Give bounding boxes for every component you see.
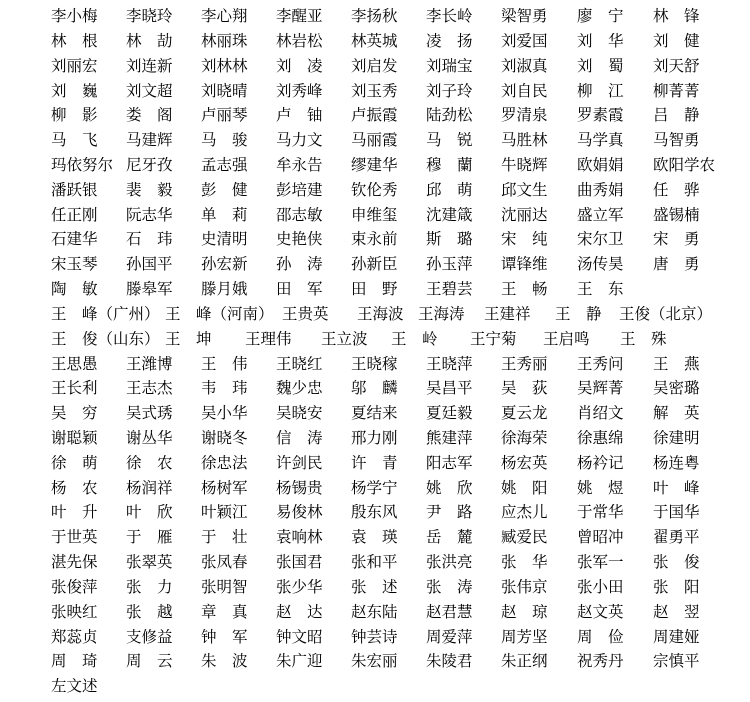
person-name: 周 琦 bbox=[51, 652, 98, 671]
person-name: 阮志华 bbox=[126, 205, 173, 224]
person-name: 王海波 bbox=[357, 304, 404, 323]
person-name: 马力文 bbox=[276, 131, 323, 150]
person-name: 任正刚 bbox=[51, 205, 98, 224]
name-row bbox=[0, 575, 750, 600]
person-name: 史艳侠 bbox=[276, 230, 323, 249]
person-name: 刘 健 bbox=[653, 31, 700, 50]
name-row bbox=[0, 128, 750, 153]
person-name: 邱 萌 bbox=[426, 180, 473, 199]
person-name: 李心翔 bbox=[201, 7, 248, 25]
person-name: 刘自民 bbox=[501, 81, 548, 100]
person-name: 张 阳 bbox=[653, 577, 700, 596]
person-name: 林英城 bbox=[351, 31, 398, 50]
person-name: 林丽珠 bbox=[201, 31, 248, 50]
person-name: 宗慎平 bbox=[653, 652, 700, 671]
person-name: 周爱萍 bbox=[426, 627, 473, 646]
person-name: 王 燕 bbox=[653, 354, 700, 373]
person-name: 王晓稼 bbox=[351, 354, 398, 373]
person-name: 张凤春 bbox=[201, 553, 248, 571]
person-name: 杨宏英 bbox=[501, 453, 548, 472]
person-name: 卢 铀 bbox=[276, 106, 323, 125]
name-row bbox=[0, 674, 750, 699]
name-row bbox=[0, 525, 750, 550]
person-name: 罗清泉 bbox=[501, 106, 548, 125]
person-name: 曾昭冲 bbox=[577, 528, 624, 547]
person-name: 谢晓冬 bbox=[201, 428, 248, 447]
person-name: 岳 麓 bbox=[426, 528, 473, 547]
person-name: 赵 翌 bbox=[653, 602, 700, 621]
person-name: 赵文英 bbox=[577, 602, 624, 621]
person-name: 王秀丽 bbox=[501, 354, 548, 373]
person-name: 马建辉 bbox=[126, 131, 173, 150]
person-name: 杨连粤 bbox=[653, 453, 700, 472]
person-name: 唐 勇 bbox=[653, 255, 700, 274]
person-name: 缪建华 bbox=[351, 155, 398, 174]
person-name: 刘淑真 bbox=[501, 56, 548, 75]
person-name: 姚 阳 bbox=[501, 478, 548, 497]
person-name: 赵东陆 bbox=[351, 602, 398, 621]
person-name: 易俊林 bbox=[276, 503, 323, 522]
person-name: 阳志军 bbox=[426, 453, 473, 472]
person-name: 马 锐 bbox=[426, 131, 473, 150]
person-name: 滕月娥 bbox=[201, 280, 248, 298]
person-name: 廖 宁 bbox=[577, 7, 624, 25]
person-name: 申维玺 bbox=[351, 205, 398, 224]
person-name: 林 劼 bbox=[126, 31, 173, 50]
person-name: 叶 峰 bbox=[653, 478, 700, 497]
name-row bbox=[0, 476, 750, 501]
name-row bbox=[0, 625, 750, 650]
person-name: 张少华 bbox=[276, 577, 323, 596]
person-name: 王长利 bbox=[51, 379, 98, 398]
person-name: 于 雁 bbox=[126, 528, 173, 547]
person-name: 赵君慧 bbox=[426, 602, 473, 621]
person-name: 徐建明 bbox=[653, 428, 700, 447]
person-name: 于常华 bbox=[577, 503, 624, 522]
person-name: 王立波 bbox=[321, 329, 368, 348]
person-name: 欧娟娟 bbox=[577, 155, 624, 174]
person-name: 钟芸诗 bbox=[351, 627, 398, 646]
person-name: 姚 欣 bbox=[426, 478, 473, 497]
person-name: 周芳坚 bbox=[501, 627, 548, 646]
person-name: 朱正纲 bbox=[501, 652, 548, 671]
person-name: 孟志强 bbox=[201, 155, 248, 174]
person-name: 刘文超 bbox=[126, 81, 173, 100]
person-name: 斯 璐 bbox=[426, 230, 473, 249]
person-name: 马胜林 bbox=[501, 131, 548, 150]
name-row bbox=[0, 79, 750, 104]
person-name: 林 根 bbox=[51, 31, 98, 50]
person-name: 柳 江 bbox=[577, 81, 624, 100]
person-name: 彭 健 bbox=[201, 180, 248, 199]
person-name: 王思愚 bbox=[51, 354, 98, 373]
person-name: 许 青 bbox=[351, 453, 398, 472]
person-name: 滕皋军 bbox=[126, 280, 173, 298]
person-name: 张小田 bbox=[577, 577, 624, 596]
name-row bbox=[0, 649, 750, 674]
person-name: 欧阳学农 bbox=[653, 155, 716, 174]
person-name: 刘晓晴 bbox=[201, 81, 248, 100]
name-row bbox=[0, 451, 750, 476]
person-name: 吴晓安 bbox=[276, 404, 323, 423]
person-name: 徐忠法 bbox=[201, 453, 248, 472]
person-name: 宋 勇 bbox=[653, 230, 700, 249]
person-name: 刘 巍 bbox=[51, 81, 98, 100]
person-name: 韦 玮 bbox=[201, 379, 248, 398]
name-row bbox=[0, 302, 750, 327]
person-name: 夏云龙 bbox=[501, 404, 548, 423]
person-name: 王 东 bbox=[577, 280, 624, 298]
person-name: 张伟京 bbox=[501, 577, 548, 596]
person-name: 叶颖江 bbox=[201, 503, 248, 522]
person-name: 杨润祥 bbox=[126, 478, 173, 497]
person-name: 王贵英 bbox=[282, 304, 329, 323]
person-name: 徐 萌 bbox=[51, 453, 98, 472]
person-name: 马 骏 bbox=[201, 131, 248, 150]
person-name: 于世英 bbox=[51, 528, 98, 547]
person-name: 徐海荣 bbox=[501, 428, 548, 447]
person-name: 宋 纯 bbox=[501, 230, 548, 249]
person-name: 熊建萍 bbox=[426, 428, 473, 447]
person-name: 王秀问 bbox=[577, 354, 624, 373]
person-name: 刘 蜀 bbox=[577, 56, 624, 75]
person-name: 卢振霞 bbox=[351, 106, 398, 125]
person-name: 刘秀峰 bbox=[276, 81, 323, 100]
person-name: 魏少忠 bbox=[276, 379, 323, 398]
name-row bbox=[0, 29, 750, 54]
person-name: 刘连新 bbox=[126, 56, 173, 75]
person-name: 姚 煜 bbox=[577, 478, 624, 497]
person-name: 穆 蘭 bbox=[426, 155, 473, 174]
person-name: 周 俭 bbox=[577, 627, 624, 646]
person-name: 郑蕊贞 bbox=[51, 627, 98, 646]
name-row bbox=[0, 500, 750, 525]
name-row bbox=[0, 550, 750, 575]
person-name: 王启鸣 bbox=[543, 329, 590, 348]
person-name: 王宁菊 bbox=[470, 329, 517, 348]
person-name: 尹 路 bbox=[426, 503, 473, 522]
person-name: 许剑民 bbox=[276, 453, 323, 472]
name-row bbox=[0, 327, 750, 352]
name-row bbox=[0, 227, 750, 252]
person-name: 牟永告 bbox=[276, 155, 323, 174]
person-name: 张 俊 bbox=[653, 553, 700, 571]
person-name: 娄 阁 bbox=[126, 106, 173, 125]
person-name: 王海涛 bbox=[418, 304, 465, 323]
person-name: 邵志敏 bbox=[276, 205, 323, 224]
person-name: 王 伟 bbox=[201, 354, 248, 373]
person-name: 史清明 bbox=[201, 230, 248, 249]
person-name: 玛依努尔 bbox=[51, 155, 114, 174]
name-row bbox=[0, 376, 750, 401]
person-name: 袁响林 bbox=[276, 528, 323, 547]
person-name: 卢丽琴 bbox=[201, 106, 248, 125]
person-name: 马 飞 bbox=[51, 131, 98, 150]
person-name: 刘玉秀 bbox=[351, 81, 398, 100]
person-name: 马智勇 bbox=[653, 131, 700, 150]
person-name: 张 涛 bbox=[426, 577, 473, 596]
person-name: 翟勇平 bbox=[653, 528, 700, 547]
person-name: 吴 荻 bbox=[501, 379, 548, 398]
person-name: 李晓玲 bbox=[126, 7, 173, 25]
person-name: 李醒亚 bbox=[276, 7, 323, 25]
person-name: 袁 瑛 bbox=[351, 528, 398, 547]
person-name: 石 玮 bbox=[126, 230, 173, 249]
person-name: 柳 影 bbox=[51, 106, 98, 125]
person-name: 王 俊（山东） bbox=[51, 329, 160, 348]
person-name: 张 述 bbox=[351, 577, 398, 596]
person-name: 宋尔卫 bbox=[577, 230, 624, 249]
person-name: 邱文生 bbox=[501, 180, 548, 199]
person-name: 刘 凌 bbox=[276, 56, 323, 75]
person-name: 孙宏新 bbox=[201, 255, 248, 274]
person-name: 张洪亮 bbox=[426, 553, 473, 571]
person-name: 李长岭 bbox=[426, 7, 473, 25]
person-name: 孙玉萍 bbox=[426, 255, 473, 274]
name-row bbox=[0, 203, 750, 228]
name-row bbox=[0, 600, 750, 625]
person-name: 裴 毅 bbox=[126, 180, 173, 199]
person-name: 潘跃银 bbox=[51, 180, 98, 199]
person-name: 吴昌平 bbox=[426, 379, 473, 398]
person-name: 吴式琇 bbox=[126, 404, 173, 423]
person-name: 田 军 bbox=[276, 280, 323, 298]
person-name: 王 岭 bbox=[391, 329, 438, 348]
person-name: 孙国平 bbox=[126, 255, 173, 274]
name-row bbox=[0, 401, 750, 426]
person-name: 李小梅 bbox=[51, 7, 98, 25]
person-name: 马学真 bbox=[577, 131, 624, 150]
person-name: 盛立军 bbox=[577, 205, 624, 224]
person-name: 周建娅 bbox=[653, 627, 700, 646]
person-name: 钦伦秀 bbox=[351, 180, 398, 199]
person-name: 陶 敏 bbox=[51, 280, 98, 298]
person-name: 杨锡贵 bbox=[276, 478, 323, 497]
person-name: 吴 穷 bbox=[51, 404, 98, 423]
person-name: 周 云 bbox=[126, 652, 173, 671]
person-name: 王 殊 bbox=[620, 329, 667, 348]
person-name: 刘 华 bbox=[577, 31, 624, 50]
person-name: 吴小华 bbox=[201, 404, 248, 423]
person-name: 束永前 bbox=[351, 230, 398, 249]
person-name: 王 峰（广州） bbox=[51, 304, 160, 323]
person-name: 吴辉菁 bbox=[577, 379, 624, 398]
person-name: 牛晓辉 bbox=[501, 155, 548, 174]
name-row bbox=[0, 252, 750, 277]
person-name: 谭锋维 bbox=[501, 255, 548, 274]
person-name: 朱宏丽 bbox=[351, 652, 398, 671]
person-name: 王碧芸 bbox=[426, 280, 473, 298]
person-name: 王 静 bbox=[555, 304, 602, 323]
person-name: 张和平 bbox=[351, 553, 398, 571]
person-name: 马丽霞 bbox=[351, 131, 398, 150]
person-name: 罗素霞 bbox=[577, 106, 624, 125]
person-name: 臧爱民 bbox=[501, 528, 548, 547]
person-name: 于国华 bbox=[653, 503, 700, 522]
person-name: 张明智 bbox=[201, 577, 248, 596]
person-name: 杨树军 bbox=[201, 478, 248, 497]
person-name: 柳菁菁 bbox=[653, 81, 700, 100]
person-name: 吕 静 bbox=[653, 106, 700, 125]
person-name: 刘丽宏 bbox=[51, 56, 98, 75]
person-name: 信 涛 bbox=[276, 428, 323, 447]
person-name: 刘林林 bbox=[201, 56, 248, 75]
person-name: 王建祥 bbox=[484, 304, 531, 323]
person-name: 刘爱国 bbox=[501, 31, 548, 50]
person-name: 刘子玲 bbox=[426, 81, 473, 100]
name-row bbox=[0, 426, 750, 451]
person-name: 石建华 bbox=[51, 230, 98, 249]
person-name: 杨学宁 bbox=[351, 478, 398, 497]
person-name: 王 畅 bbox=[501, 280, 548, 298]
person-name: 李扬秋 bbox=[351, 7, 398, 25]
person-name: 于 壮 bbox=[201, 528, 248, 547]
person-name: 朱陵君 bbox=[426, 652, 473, 671]
person-name: 王潍博 bbox=[126, 354, 173, 373]
person-name: 王晓萍 bbox=[426, 354, 473, 373]
person-name: 王俊（北京） bbox=[619, 304, 713, 323]
person-name: 肖绍文 bbox=[577, 404, 624, 423]
person-name: 张 越 bbox=[126, 602, 173, 621]
name-row bbox=[0, 352, 750, 377]
person-name: 林 锋 bbox=[653, 7, 700, 25]
person-name: 陆劲松 bbox=[426, 106, 473, 125]
person-name: 梁智勇 bbox=[501, 7, 548, 25]
person-name: 任 骅 bbox=[653, 180, 700, 199]
person-name: 支修益 bbox=[126, 627, 173, 646]
person-name: 张国君 bbox=[276, 553, 323, 571]
person-name: 尼牙孜 bbox=[126, 155, 173, 174]
person-name: 谢丛华 bbox=[126, 428, 173, 447]
person-name: 单 莉 bbox=[201, 205, 248, 224]
person-name: 刘天舒 bbox=[653, 56, 700, 75]
person-name: 湛先保 bbox=[51, 553, 98, 571]
person-name: 吴密璐 bbox=[653, 379, 700, 398]
person-name: 张 华 bbox=[501, 553, 548, 571]
person-name: 王 坤 bbox=[165, 329, 212, 348]
person-name: 解 英 bbox=[653, 404, 700, 423]
person-name: 杨衿记 bbox=[577, 453, 624, 472]
person-name: 杨 农 bbox=[51, 478, 98, 497]
person-name: 孙新臣 bbox=[351, 255, 398, 274]
person-name: 汤传昊 bbox=[577, 255, 624, 274]
person-name: 赵 琼 bbox=[501, 602, 548, 621]
person-name: 朱广迎 bbox=[276, 652, 323, 671]
person-name: 张映红 bbox=[51, 602, 98, 621]
person-name: 张俊萍 bbox=[51, 577, 98, 596]
person-name: 钟文昭 bbox=[276, 627, 323, 646]
person-name: 王 峰（河南） bbox=[165, 304, 274, 323]
person-name: 谢聪颖 bbox=[51, 428, 98, 447]
person-name: 钟 军 bbox=[201, 627, 248, 646]
person-name: 夏结来 bbox=[351, 404, 398, 423]
person-name: 刘启发 bbox=[351, 56, 398, 75]
person-name: 凌 扬 bbox=[426, 31, 473, 50]
person-name: 邬 麟 bbox=[351, 379, 398, 398]
person-name: 叶 欣 bbox=[126, 503, 173, 522]
person-name: 赵 达 bbox=[276, 602, 323, 621]
person-name: 徐惠绵 bbox=[577, 428, 624, 447]
person-name: 林岩松 bbox=[276, 31, 323, 50]
person-name: 殷东风 bbox=[351, 503, 398, 522]
person-name: 盛锡楠 bbox=[653, 205, 700, 224]
person-name: 左文述 bbox=[51, 677, 98, 696]
person-name: 叶 升 bbox=[51, 503, 98, 522]
person-name: 彭培建 bbox=[276, 180, 323, 199]
name-row bbox=[0, 54, 750, 79]
name-row bbox=[0, 178, 750, 203]
person-name: 沈丽达 bbox=[501, 205, 548, 224]
name-row bbox=[0, 277, 750, 302]
name-row bbox=[0, 153, 750, 178]
person-name: 祝秀丹 bbox=[577, 652, 624, 671]
person-name: 徐 农 bbox=[126, 453, 173, 472]
person-name: 朱 波 bbox=[201, 652, 248, 671]
person-name: 沈建箴 bbox=[426, 205, 473, 224]
name-row bbox=[0, 4, 750, 29]
person-name: 孙 涛 bbox=[276, 255, 323, 274]
person-name: 刘瑞宝 bbox=[426, 56, 473, 75]
person-name: 王晓红 bbox=[276, 354, 323, 373]
person-name: 宋玉琴 bbox=[51, 255, 98, 274]
name-row bbox=[0, 103, 750, 128]
person-name: 张军一 bbox=[577, 553, 624, 571]
person-name: 曲秀娟 bbox=[577, 180, 624, 199]
person-name: 王志杰 bbox=[126, 379, 173, 398]
person-name: 王理伟 bbox=[245, 329, 292, 348]
person-name: 张翠英 bbox=[126, 553, 173, 571]
person-name: 邢力刚 bbox=[351, 428, 398, 447]
person-name: 章 真 bbox=[201, 602, 248, 621]
person-name: 张 力 bbox=[126, 577, 173, 596]
person-name: 田 野 bbox=[351, 280, 398, 298]
person-name: 夏廷毅 bbox=[426, 404, 473, 423]
person-name: 应杰儿 bbox=[501, 503, 548, 522]
